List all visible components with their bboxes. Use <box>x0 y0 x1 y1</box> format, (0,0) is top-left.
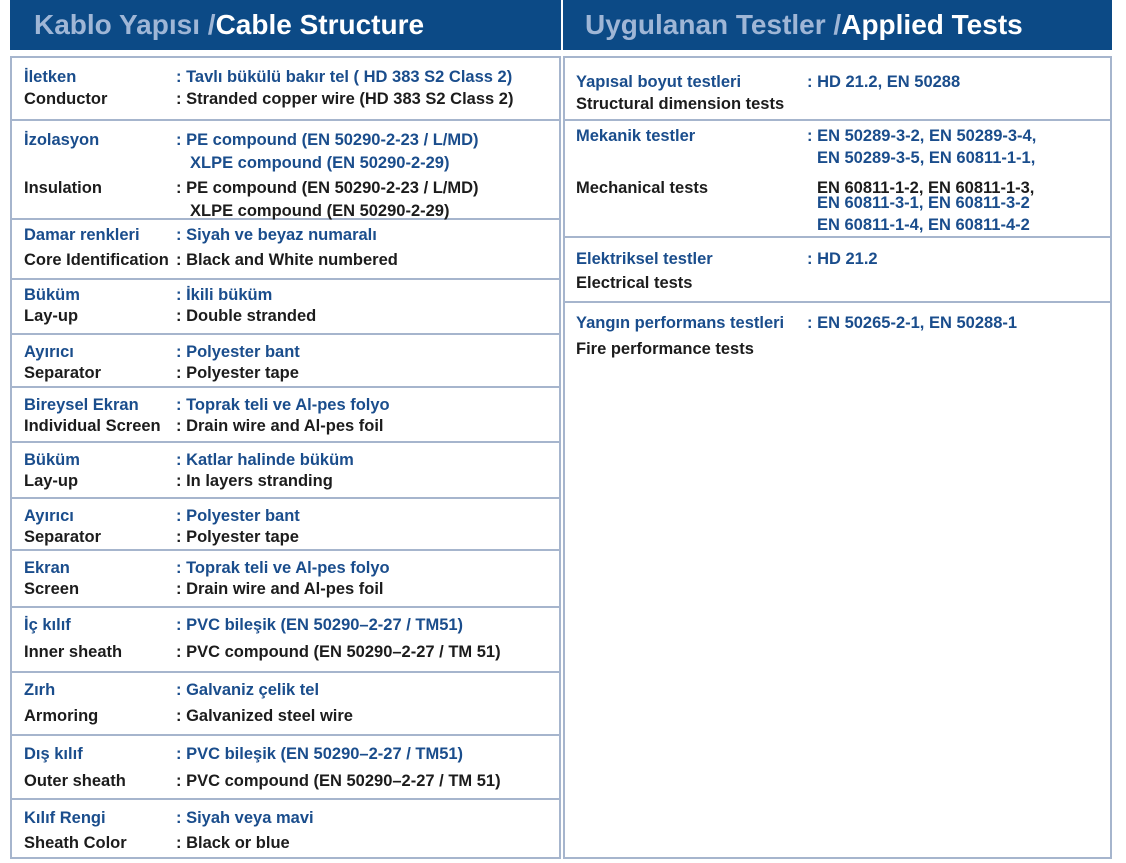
right-section <box>565 121 1110 238</box>
row-label: Bireysel Ekran <box>24 396 139 414</box>
row-value: : Stranded copper wire (HD 383 S2 Class 2) <box>176 90 514 108</box>
row-label: Ayırıcı <box>24 507 74 525</box>
row-label: Insulation <box>24 179 102 197</box>
row-value: : Polyester tape <box>176 364 299 382</box>
row-value: : PE compound (EN 50290-2-23 / L/MD) <box>176 179 479 197</box>
row-label: İletken <box>24 68 77 86</box>
row-value: EN 60811-1-2, EN 60811-1-3, <box>817 179 1035 197</box>
applied-tests-table <box>563 56 1112 859</box>
row-label: Zırh <box>24 681 56 699</box>
row-label: Ayırıcı <box>24 343 74 361</box>
row-label: Inner sheath <box>24 643 123 661</box>
row-value: : Galvanized steel wire <box>176 707 353 725</box>
row-value: : PVC bileşik (EN 50290–2-27 / TM51) <box>176 745 464 763</box>
header-title-english: Cable Structure <box>215 9 425 40</box>
left-section <box>12 220 559 280</box>
header-title-english: Applied Tests <box>841 9 1023 40</box>
row-value: EN 50289-3-5, EN 60811-1-1, <box>817 149 1036 167</box>
left-section <box>12 673 559 736</box>
row-value: : Polyester bant <box>176 507 300 525</box>
row-value: : Siyah ve beyaz numaralı <box>176 226 377 244</box>
row-label: Yapısal boyut testleri <box>576 73 742 91</box>
left-section <box>12 551 559 608</box>
row-value: XLPE compound (EN 50290-2-29) <box>190 202 450 220</box>
left-section <box>12 280 559 335</box>
row-value: : İkili büküm <box>176 286 273 304</box>
cable-structure-table <box>10 56 561 859</box>
left-section <box>12 443 559 499</box>
row-label: Elektriksel testler <box>576 250 713 268</box>
row-label: Sheath Color <box>24 834 127 852</box>
right-section <box>565 238 1110 303</box>
row-label: İzolasyon <box>24 131 100 149</box>
row-label: Armoring <box>24 707 99 725</box>
row-value: : Toprak teli ve Al-pes folyo <box>176 559 390 577</box>
row-value: : Toprak teli ve Al-pes folyo <box>176 396 390 414</box>
left-section <box>12 121 559 220</box>
row-value: : PVC bileşik (EN 50290–2-27 / TM51) <box>176 616 464 634</box>
row-label: Structural dimension tests <box>576 95 785 113</box>
row-value: : Polyester bant <box>176 343 300 361</box>
row-label: Mekanik testler <box>576 127 696 145</box>
row-label: Damar renkleri <box>24 226 140 244</box>
header-title-turkish: Kablo Yapısı / <box>34 9 216 40</box>
row-label: Electrical tests <box>576 274 693 292</box>
row-value: : PVC compound (EN 50290–2-27 / TM 51) <box>176 772 501 790</box>
left-section <box>12 388 559 443</box>
row-label: Yangın performans testleri <box>576 314 785 332</box>
row-value: : Double stranded <box>176 307 317 325</box>
row-label: Conductor <box>24 90 108 108</box>
row-label: Lay-up <box>24 307 79 325</box>
row-value: : EN 50265-2-1, EN 50288-1 <box>807 314 1018 332</box>
row-value: : Katlar halinde büküm <box>176 451 354 469</box>
left-section <box>12 736 559 800</box>
row-value: EN 60811-1-4, EN 60811-4-2 <box>817 216 1030 234</box>
row-value: : Black and White numbered <box>176 251 398 269</box>
row-label: Fire performance tests <box>576 340 754 358</box>
cable-structure-column <box>10 0 561 859</box>
right-section <box>565 58 1110 121</box>
row-value: : HD 21.2 <box>807 250 878 268</box>
row-value: : Polyester tape <box>176 528 299 546</box>
row-value: : PVC compound (EN 50290–2-27 / TM 51) <box>176 643 501 661</box>
left-section <box>12 608 559 673</box>
left-section <box>12 800 559 861</box>
row-value: : Tavlı bükülü bakır tel ( HD 383 S2 Class 2) <box>176 68 513 86</box>
row-label: Individual Screen <box>24 417 161 435</box>
row-label: Mechanical tests <box>576 179 709 197</box>
row-value: XLPE compound (EN 50290-2-29) <box>190 154 450 172</box>
header-title-turkish: Uygulanan Testler / <box>585 9 842 40</box>
left-section <box>12 335 559 388</box>
row-label: Büküm <box>24 451 80 469</box>
row-label: Büküm <box>24 286 80 304</box>
row-value: : Siyah veya mavi <box>176 809 314 827</box>
applied-tests-column <box>563 0 1112 859</box>
row-label: Dış kılıf <box>24 745 83 763</box>
row-label: Core Identification <box>24 251 169 269</box>
row-value: EN 60811-3-1, EN 60811-3-2 <box>817 194 1030 212</box>
row-label: Lay-up <box>24 472 79 490</box>
cable-structure-header <box>10 0 561 50</box>
row-label: İç kılıf <box>24 616 71 634</box>
left-section <box>12 58 559 121</box>
row-value: : EN 50289-3-2, EN 50289-3-4, <box>807 127 1037 145</box>
row-value: : PE compound (EN 50290-2-23 / L/MD) <box>176 131 479 149</box>
row-label: Screen <box>24 580 80 598</box>
row-value: : Black or blue <box>176 834 290 852</box>
row-label: Separator <box>24 364 102 382</box>
row-value: : Drain wire and Al-pes foil <box>176 417 384 435</box>
row-value: : Drain wire and Al-pes foil <box>176 580 384 598</box>
left-section <box>12 499 559 551</box>
row-label: Separator <box>24 528 102 546</box>
row-value: : HD 21.2, EN 50288 <box>807 73 961 91</box>
row-value: : In layers stranding <box>176 472 333 490</box>
applied-tests-header <box>563 0 1112 50</box>
row-label: Kılıf Rengi <box>24 809 106 827</box>
row-value: : Galvaniz çelik tel <box>176 681 320 699</box>
right-section <box>565 303 1110 861</box>
row-label: Ekran <box>24 559 70 577</box>
row-label: Outer sheath <box>24 772 126 790</box>
